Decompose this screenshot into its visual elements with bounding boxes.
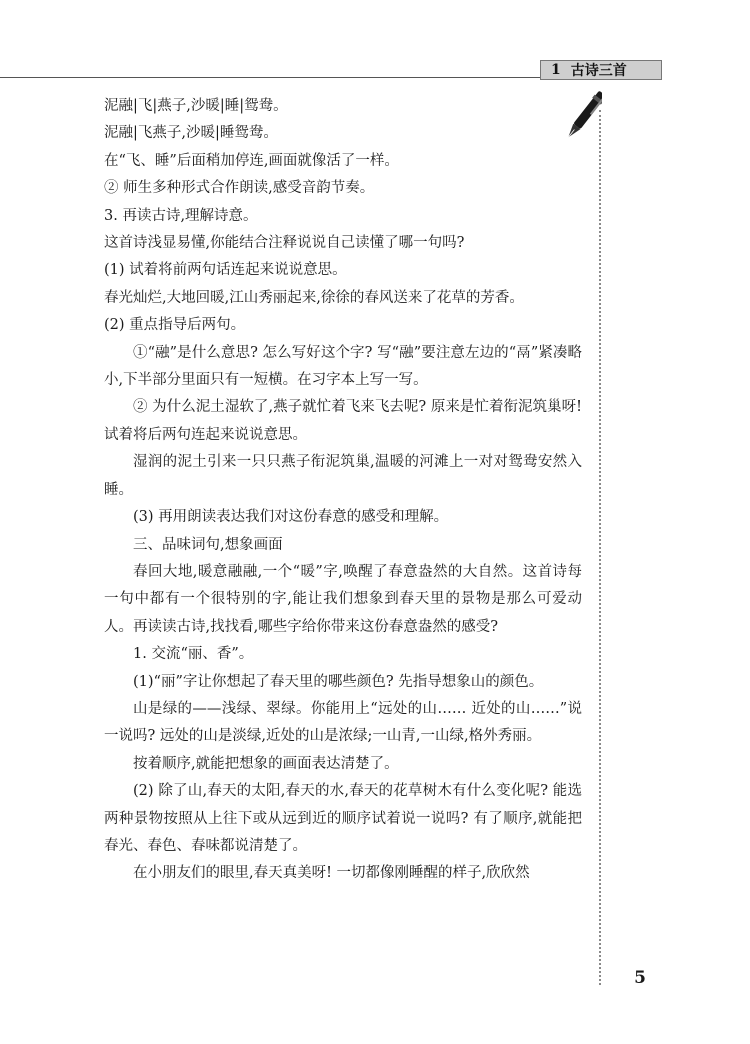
paragraph: 3. 再读古诗,理解诗意。 xyxy=(104,207,258,224)
paragraph: (2) 重点指导后两句。 xyxy=(104,317,246,334)
chapter-number: 1 xyxy=(551,62,561,78)
paragraph: 在“飞、睡”后面稍加停连,画面就像活了一样。 xyxy=(104,152,399,169)
document-body xyxy=(104,93,582,888)
paragraph: (1)“丽”字让你想起了春天里的哪些颜色? 先指导想象山的颜色。 xyxy=(133,673,544,690)
paragraph: ② 师生多种形式合作朗读,感受音韵节奏。 xyxy=(104,180,375,197)
chapter-header xyxy=(540,60,662,80)
paragraph: (1) 试着将前两句话连起来说说意思。 xyxy=(104,262,347,279)
paragraph: 泥融|飞燕子,沙暖|睡鸳鸯。 xyxy=(104,125,278,142)
section-heading: 三、品味词句,想象画面 xyxy=(133,536,283,553)
paragraph: 春光灿烂,大地回暖,江山秀丽起来,徐徐的春风送来了花草的芳香。 xyxy=(104,289,524,306)
paragraph: 泥融|飞|燕子,沙暖|睡|鸳鸯。 xyxy=(104,98,288,114)
paragraph: (3) 再用朗读表达我们对这份春意的感受和理解。 xyxy=(133,509,449,526)
paragraph: 湿润的泥土引来一只只燕子衔泥筑巢,温暖的河滩上一对对鸳鸯安然入睡。 xyxy=(104,454,582,498)
paragraph: (2) 除了山,春天的太阳,春天的水,春天的花草树木有什么变化呢? 能选两种景物按照从上往下或从远到近的顺序试着说一说吗? 有了顺序,就能把春光、春色、春味都说清楚了。 xyxy=(104,783,582,854)
chapter-title: 古诗三首 xyxy=(570,63,627,79)
paragraph: 在小朋友们的眼里,春天真美呀! 一切都像刚睡醒的样子,欣欣然 xyxy=(133,865,530,882)
paragraph: 这首诗浅显易懂,你能结合注释说说自己读懂了哪一句吗? xyxy=(104,235,465,252)
paragraph: ② 为什么泥土湿软了,燕子就忙着飞来飞去呢? 原来是忙着衔泥筑巢呀! 试着将后两句连起来说说意思。 xyxy=(104,399,582,443)
paragraph: ①“融”是什么意思? 怎么写好这个字? 写“融”要注意左边的“鬲”紧凑略小,下半部分里面只有一短横。在习字本上写一写。 xyxy=(104,344,582,389)
dotted-margin-line xyxy=(599,110,601,985)
paragraph: 山是绿的——浅绿、翠绿。你能用上“远处的山…… 近处的山……”说一说吗? 远处的山是淡绿,近处的山是浓绿;一山青,一山绿,格外秀丽。 xyxy=(104,700,582,745)
paragraph: 春回大地,暖意融融,一个“暖”字,唤醒了春意盎然的大自然。这首诗每一句中都有一个很特别的字,能让我们想象到春天里的景物是那么可爱动人。再读读古诗,找找看,哪些字给你带来这份春意盎然的感受? xyxy=(104,563,582,635)
page-number: 5 xyxy=(634,968,646,988)
paragraph: 按着顺序,就能把想象的画面表达清楚了。 xyxy=(133,755,399,772)
paragraph: 1. 交流“丽、香”。 xyxy=(133,646,254,663)
